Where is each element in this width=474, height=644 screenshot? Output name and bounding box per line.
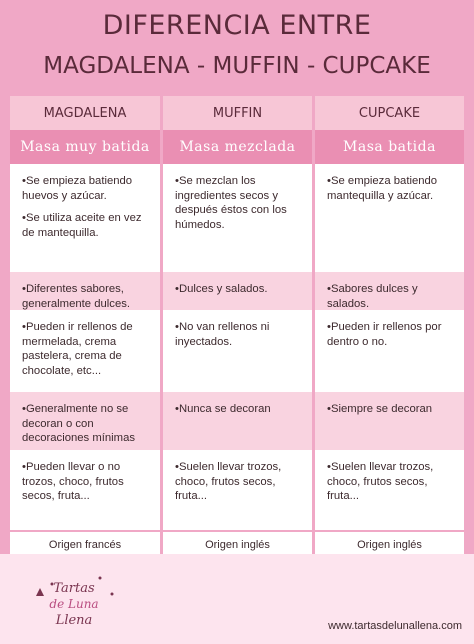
table-cell — [10, 164, 160, 272]
cell-text: •Pueden llevar o no trozos, choco, frutos secos, fruta... — [22, 461, 124, 503]
cell-text: •Sabores dulces y salados. — [327, 283, 418, 310]
cell-text: •Dulces y salados. — [175, 283, 268, 295]
table-cell — [312, 272, 464, 310]
table-cell — [160, 450, 312, 530]
table-cell — [312, 164, 464, 272]
origin-cupcake: Origen inglés — [312, 530, 464, 558]
table-cell — [312, 310, 464, 392]
cell-text: •Se utiliza aceite en vez de mantequilla. — [22, 212, 142, 239]
table-cell — [10, 310, 160, 392]
website-url: www.tartasdelunallena.com — [328, 620, 462, 632]
cell-text: •Se empieza batiendo mantequilla y azúcar. — [327, 175, 438, 202]
cell-text: •Generalmente no se decoran o con decoraciones mínimas — [22, 403, 136, 445]
table-cell — [160, 392, 312, 450]
table-cell — [160, 272, 312, 310]
table-cell — [312, 392, 464, 450]
cell-text: •Pueden ir rellenos de mermelada, crema pastelera, crema de chocolate, etc... — [22, 321, 133, 377]
footer — [0, 554, 474, 644]
table-cell — [10, 392, 160, 450]
header-cupcake: CUPCAKE — [312, 96, 464, 130]
subheader-magdalena: Masa muy batida — [10, 130, 160, 164]
cell-text: •Suelen llevar trozos, choco, frutos secos, fruta... — [327, 461, 434, 503]
cell-text: •Nunca se decoran — [175, 403, 271, 415]
brand-logo — [28, 566, 120, 638]
table-cell — [10, 450, 160, 530]
sparkle-icon — [36, 588, 44, 596]
svg-text:Tartas: Tartas — [53, 581, 95, 596]
table-cell — [312, 450, 464, 530]
svg-text:Llena: Llena — [55, 613, 93, 628]
cell-text: •No van rellenos ni inyectados. — [175, 321, 270, 348]
table-cell — [10, 272, 160, 310]
cell-text: •Se mezclan los ingredientes secos y después éstos con los húmedos. — [175, 175, 287, 231]
subheader-muffin: Masa mezclada — [160, 130, 312, 164]
title-line-1: DIFERENCIA ENTRE — [102, 10, 372, 41]
table-cell — [160, 164, 312, 272]
table-cell — [160, 310, 312, 392]
cell-text: •Pueden ir rellenos por dentro o no. — [327, 321, 442, 348]
header-muffin: MUFFIN — [160, 96, 312, 130]
subheader-cupcake: Masa batida — [312, 130, 464, 164]
title-line-2: MAGDALENA - MUFFIN - CUPCAKE — [43, 53, 431, 79]
cell-text: •Se empieza batiendo huevos y azúcar. — [22, 175, 133, 202]
svg-text:de Luna: de Luna — [49, 597, 99, 611]
cell-text: •Diferentes sabores, generalmente dulces. — [22, 283, 131, 310]
cell-text: •Suelen llevar trozos, choco, frutos secos, fruta... — [175, 461, 282, 503]
origin-magdalena: Origen francés — [10, 530, 160, 558]
comparison-table — [10, 96, 464, 558]
header-magdalena: MAGDALENA — [10, 96, 160, 130]
page-title — [0, 10, 474, 80]
cell-text: •Siempre se decoran — [327, 403, 433, 415]
origin-muffin: Origen inglés — [160, 530, 312, 558]
